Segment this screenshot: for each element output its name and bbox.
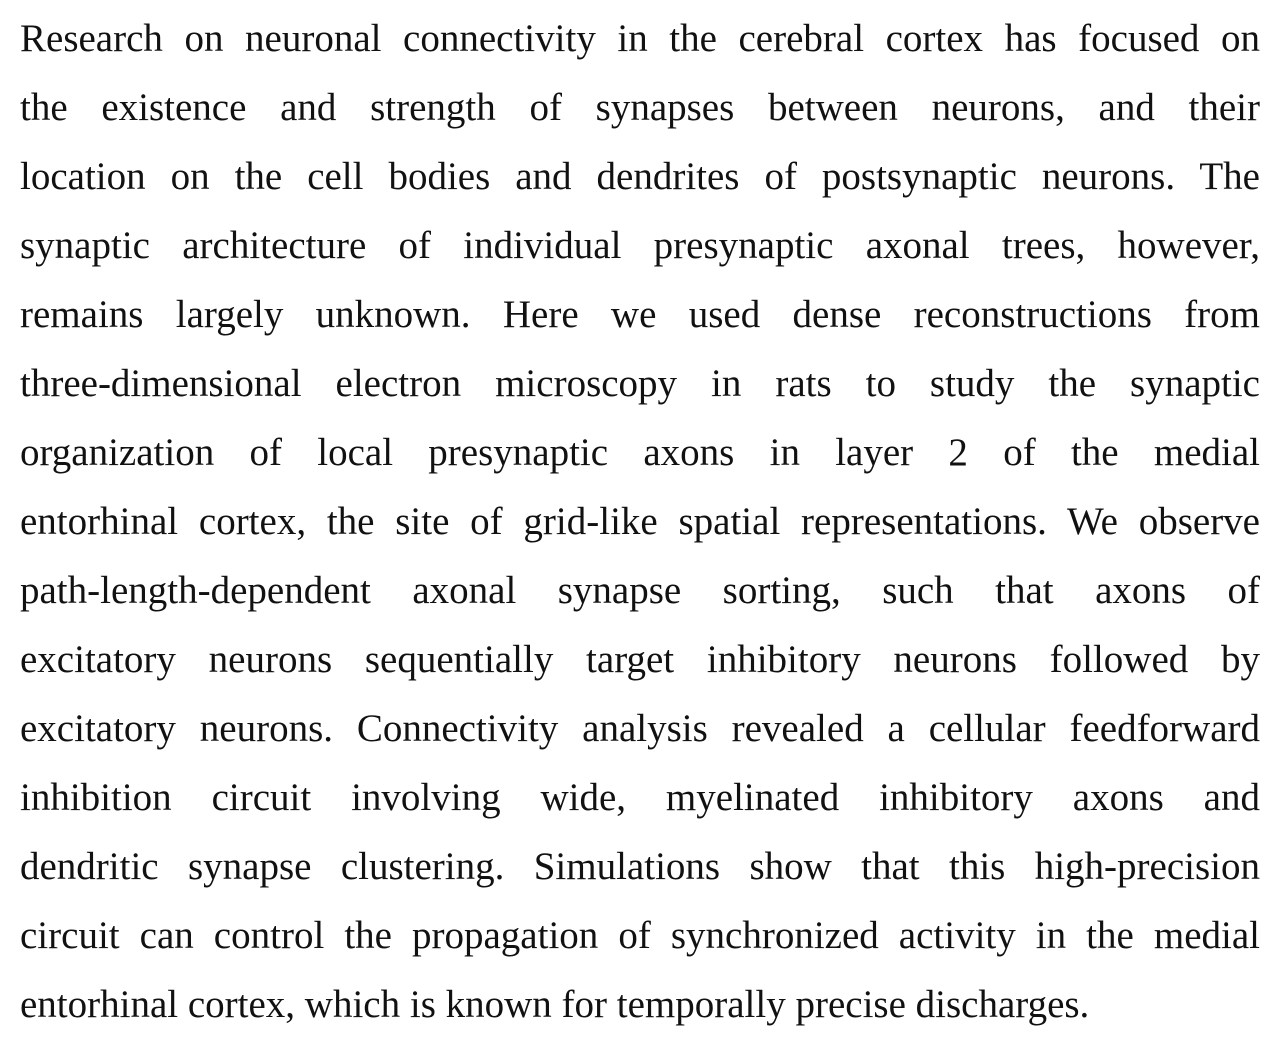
abstract-line: remains largely unknown. Here we used dense reconstructions from (20, 293, 1260, 336)
abstract-line: circuit can control the propagation of synchronized activity in the medial (20, 914, 1260, 957)
abstract-line: location on the cell bodies and dendrites of postsynaptic neurons. The (20, 155, 1260, 198)
abstract-line: path-length-dependent axonal synapse sorting, such that axons of (20, 569, 1260, 612)
abstract-line: entorhinal cortex, which is known for temporally precise discharges. (20, 983, 1090, 1026)
abstract-line: excitatory neurons sequentially target inhibitory neurons followed by (20, 638, 1260, 681)
abstract-line: synaptic architecture of individual presynaptic axonal trees, however, (20, 224, 1260, 267)
abstract-line: excitatory neurons. Connectivity analysis revealed a cellular feedforward (20, 707, 1260, 750)
abstract-line: entorhinal cortex, the site of grid-like spatial representations. We observe (20, 500, 1260, 543)
abstract-line: Research on neuronal connectivity in the cerebral cortex has focused on (20, 17, 1260, 60)
abstract-line: inhibition circuit involving wide, myelinated inhibitory axons and (20, 776, 1260, 819)
abstract-text-block (20, 10, 1260, 1045)
abstract-line: dendritic synapse clustering. Simulations show that this high-precision (20, 845, 1260, 888)
abstract-line: organization of local presynaptic axons in layer 2 of the medial (20, 431, 1260, 474)
abstract-line: three-dimensional electron microscopy in rats to study the synaptic (20, 362, 1260, 405)
abstract-line: the existence and strength of synapses between neurons, and their (20, 86, 1260, 129)
